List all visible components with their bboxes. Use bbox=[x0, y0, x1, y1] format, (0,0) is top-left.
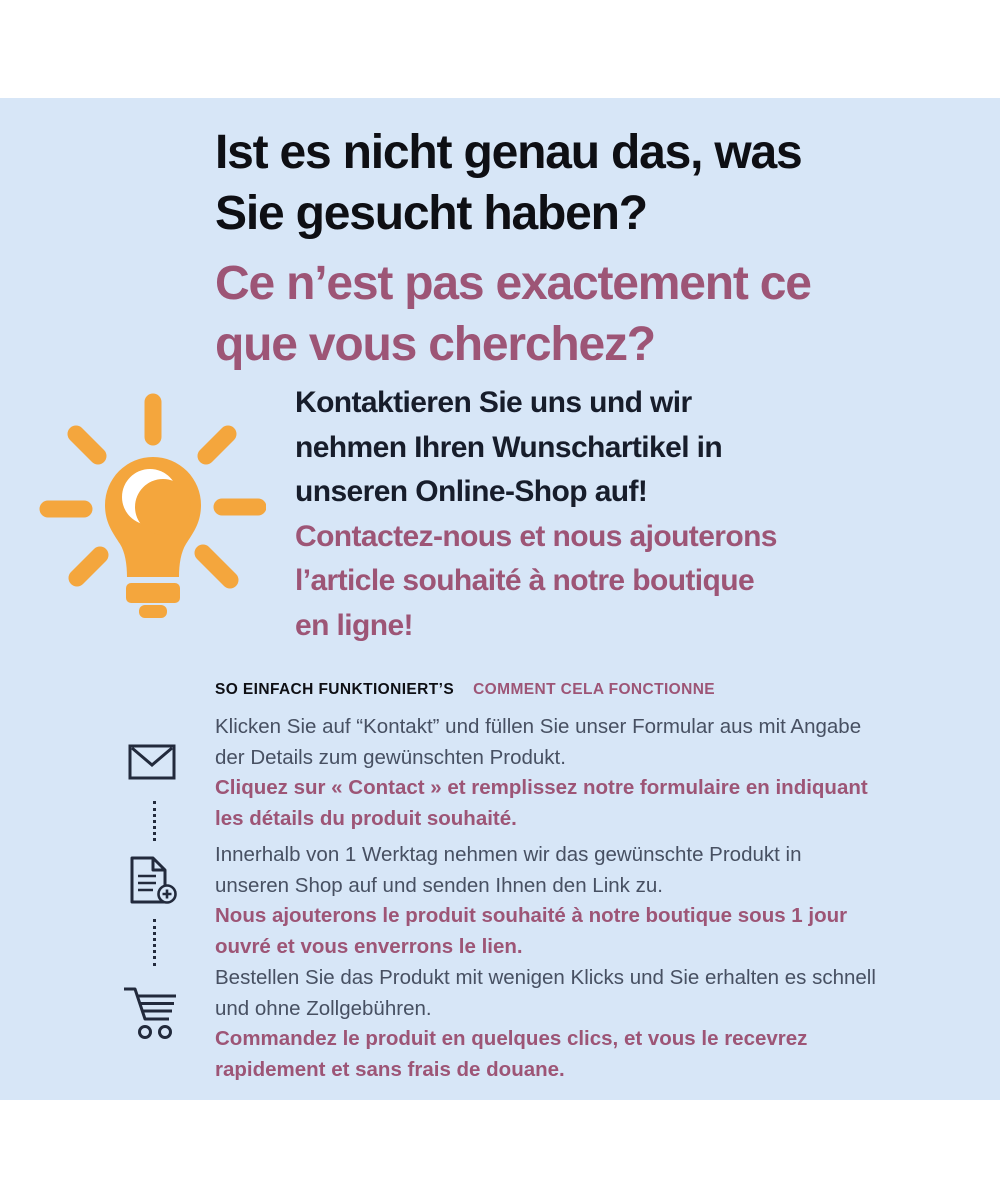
cart-icon bbox=[122, 985, 180, 1046]
step-2-text-french: Nous ajouterons le produit souhaité à notre boutique sous 1 jour ouvré et vous enverrons le lien. bbox=[215, 904, 848, 958]
step-1-text-french: Cliquez sur « Contact » et remplissez notre formulaire en indiquant les détails du produit souhaité. bbox=[215, 776, 868, 830]
envelope-icon bbox=[128, 743, 176, 786]
how-it-works-label-french: COMMENT CELA FONCTIONNE bbox=[473, 681, 716, 698]
step-3-text-french: Commandez le produit en quelques clics, et vous le recevrez rapidement et sans frais de douane. bbox=[215, 1027, 808, 1081]
step-1-text-german: Klicken Sie auf “Kontakt” und füllen Sie unser Formular aus mit Angabe der Details zum gewünschten Produkt. bbox=[215, 715, 862, 769]
headings bbox=[215, 122, 960, 375]
heading-french: Ce n’est pas exactement ce que vous cherchez? bbox=[215, 257, 811, 371]
step-3 bbox=[215, 963, 971, 1085]
dotted-connector-2 bbox=[153, 919, 156, 966]
intro-german: Kontaktieren Sie uns und wir nehmen Ihren Wunschartikel in unseren Online-Shop auf! bbox=[295, 386, 723, 508]
intro-block bbox=[295, 381, 935, 648]
step-2 bbox=[215, 840, 971, 962]
step-2-text-german: Innerhalb von 1 Werktag nehmen wir das gewünschte Produkt in unseren Shop auf und senden Ihnen den Link zu. bbox=[215, 843, 802, 897]
dotted-connector-1 bbox=[153, 801, 156, 841]
how-it-works-labels bbox=[215, 681, 715, 699]
intro-french: Contactez-nous et nous ajouterons l’article souhaité à notre boutique en ligne! bbox=[295, 519, 777, 642]
how-it-works-label-german: SO EINFACH FUNKTIONIERT’S bbox=[215, 681, 455, 698]
step-3-text-german: Bestellen Sie das Produkt mit wenigen Klicks und Sie erhalten es schnell und ohne Zollgebühren. bbox=[215, 966, 876, 1020]
step-1 bbox=[215, 712, 971, 834]
lightbulb-icon bbox=[38, 392, 266, 626]
heading-german: Ist es nicht genau das, was Sie gesucht haben? bbox=[215, 126, 802, 240]
document-add-icon bbox=[129, 856, 181, 913]
